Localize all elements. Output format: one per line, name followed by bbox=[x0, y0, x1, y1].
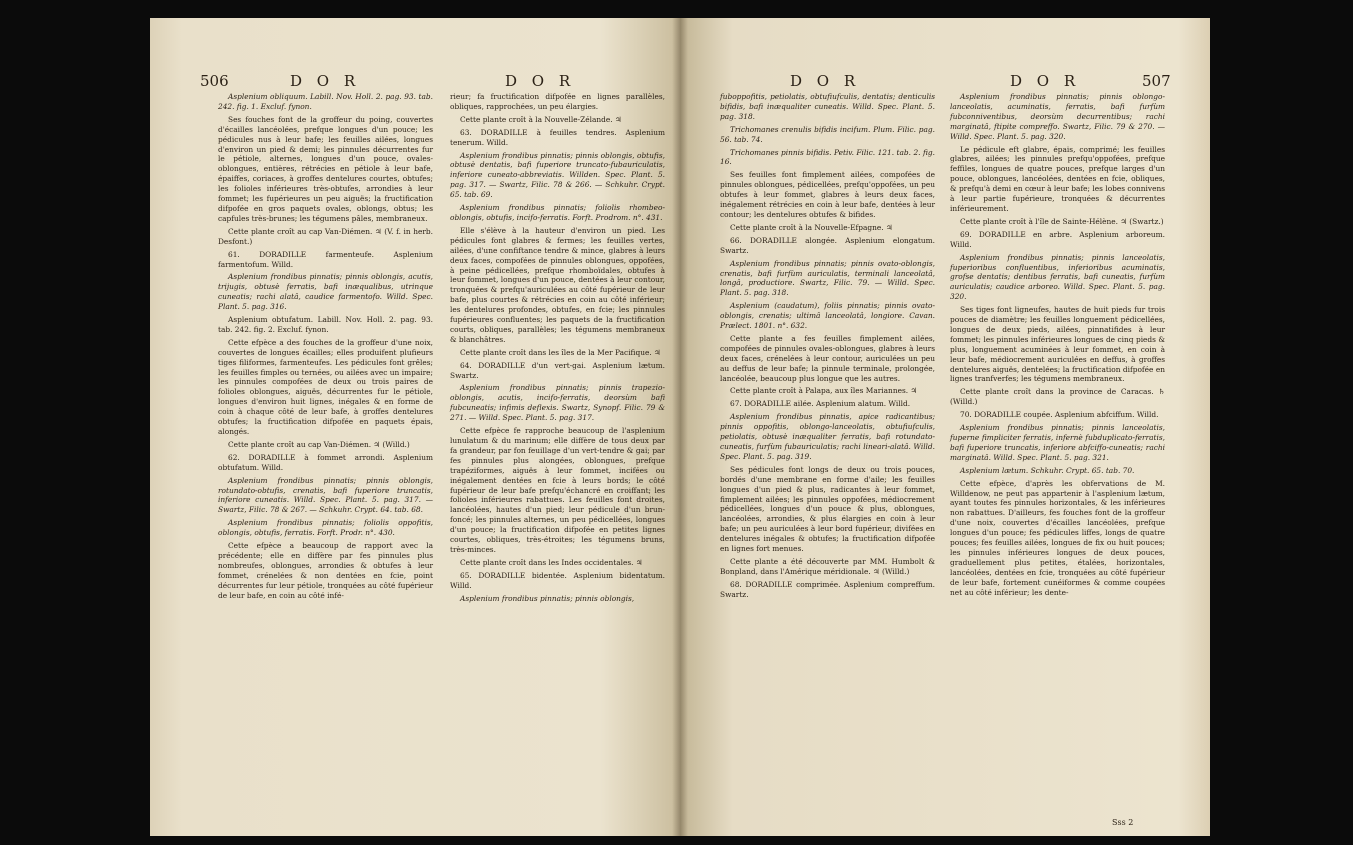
signature-mark: Sss 2 bbox=[1112, 818, 1134, 827]
paragraph: Cette plante croît à la Nouvelle-Zélande. ♃ bbox=[460, 114, 622, 124]
paragraph: Asplenium frondibus pinnatis, apice radicantibus; pinnis oppofitis, oblongo-lanceolatis, obtufiufculis, petiolatis, obtusè inæqualiter ferratis, bafi rotundato-cuneatis, furfùm fubauriculatis; rachi lineari-alatâ. Willd. Spec. Plant. 5. pag. 319. bbox=[720, 412, 935, 461]
paragraph: Asplenium frondibus pinnatis; pinnis oblongis, obtufis, obtusè dentatis, bafi fuperiore truncato-fubauriculatis, inferiore cuneato-abbreviatis. Willden. Spec. Plant. 5. pag. 317. — Swartz, Filic. 78 & 266. — Schkuhr. Crypt. 65. tab. 69. bbox=[450, 150, 665, 200]
paragraph: Cette plante a été découverte par MM. Humbolt & Bonpland, dans l'Amérique méridionale. ♃ (Willd.) bbox=[720, 556, 935, 576]
paragraph: Cette efpèce, d'après les obfervations de M. Willdenow, ne peut pas appartenir à l'asplenium lætum, ayant toutes fes pinnules horizontales, & les inférieures non rabattues. D'ailleurs, fes fouches font de la groffeur d'une noix, couvertes d'écailles lancéolées, prefque longues d'un pouce; fes pédicules liffes, longs de quatre pouces; fes feuilles ailées, longues de fix ou huit pouces; les pinnules inférieures longues de deux pouces, graduellement plus petites, étalées, horizontales, lancéolées, dentées en fcie, tronquées au côté fupérieur de leur bafe, fortement cunéiformes & comme coupées net au côté inférieur; les dente- bbox=[950, 478, 1165, 597]
paragraph: 70. DORADILLE coupée. Asplenium abfciffum. Willd. bbox=[960, 410, 1159, 420]
paragraph: Cette plante croît dans les îles de la Mer Pacifique. ♃ bbox=[460, 347, 661, 357]
paragraph: 69. DORADILLE en arbre. Asplenium arboreum. Willd. bbox=[950, 229, 1165, 249]
paragraph: fuboppofitis, petiolatis, obtufiufculis, dentatis; denticulis bifidis, bafi inæqualiter cuneatis. Willd. Spec. Plant. 5. pag. 318. bbox=[720, 92, 935, 121]
paragraph: Cette efpèce a beaucoup de rapport avec la précédente; elle en diffère par fes pinnules plus nombreufes, oblongues, arrondies & obtufes à leur fommet, crénelées & non dentées en fcie, point décurrentes fur leur pétiole, tronquées au côté fupérieur de leur bafe, en coin au côté infé- bbox=[218, 541, 433, 600]
paragraph: Cette plante croît dans les Indes occidentales. ♃ bbox=[460, 557, 643, 567]
paragraph: Ses fouches font de la groffeur du poing, couvertes d'écailles lancéolées, prefque longues d'un pouce; les pédicules nus à leur bafe; les feuilles ailées, longues d'environ un pied & demi; les pinnules décurrentes fur le pétiole, alternes, longues d'un pouce, ovales-oblongues, entières, rétrécies en pétiole à leur bafe, épaiffes, coriaces, à groffes dentelures courtes, obtufes; les folioles inférieures très-obtufes, arrondies à leur fommet; les fupérieures un peu aiguës; la fructification difpofée en gros paquets ovales, oblongs, obtus; les capfules très-brunes; les tégumens pâles, membraneux. bbox=[218, 114, 433, 223]
right-column-1 bbox=[720, 92, 935, 603]
right-column-2 bbox=[950, 92, 1165, 601]
paragraph: Asplenium frondibus pinnatis; pinnis trapezio-oblongis, acutis, incifo-ferratis, deorsùm bafi fubcuneatis; infimis deflexis. Swartz, Synopf. Filic. 79 & 271. — Willd. Spec. Plant. 5. pag. 317. bbox=[450, 383, 665, 423]
paragraph: Cette plante croît dans la province de Caracas. ♄ (Willd.) bbox=[950, 387, 1165, 407]
left-running-head-1: D O R bbox=[290, 72, 361, 90]
paragraph: Cette plante croît à la Nouvelle-Efpagne. ♃ bbox=[730, 222, 893, 232]
paragraph: Cette plante croît au cap Van-Diémen. ♃ (Willd.) bbox=[228, 439, 410, 449]
book-spread bbox=[150, 18, 1210, 836]
paragraph: Cette plante croît à l'île de Sainte-Hélène. ♃ (Swartz.) bbox=[960, 216, 1164, 226]
paragraph: Cette efpèce a des fouches de la groffeur d'une noix, couvertes de longues écailles; elles produifent plufieurs tiges filiformes, farmenteufes. Les pédicules font grêles; les feuilles fimples ou ternées, ou ailées avec un impaire; les pinnules compofées de deux ou trois paires de folioles oblongues, aiguës, décurrentes fur le pétiole, longues d'environ huit lignes, inégales & en forme de coin à chaque côté de leur bafe, à groffes dentelures obtufes; la fructification difpofée en paquets épais, alongés. bbox=[218, 337, 433, 436]
book-gutter bbox=[672, 18, 688, 836]
left-page-number: 506 bbox=[200, 72, 229, 90]
paragraph: Cette plante croît au cap Van-Diémen. ♃ (V. f. in herb. Desfont.) bbox=[218, 226, 433, 246]
paragraph: Ses pédicules font longs de deux ou trois pouces, bordés d'une membrane en forme d'aile; les feuilles longues d'un pied & plus, radicantes à leur fommet, fimplement ailées; les pinnules oppofées, médiocrement pédicellées, longues d'un pouce & plus, oblongues, lancéolées, arrondies, & plus élargies en coin à leur bafe; un peu auriculées à leur bord fupérieur, divifées en dentelures inégales & obtufes; la fructification difpofée en lignes fort menues. bbox=[720, 464, 935, 554]
paragraph: 66. DORADILLE alongée. Asplenium elongatum. Swartz. bbox=[720, 235, 935, 255]
right-page-number: 507 bbox=[1142, 72, 1171, 90]
paragraph: 63. DORADILLE à feuilles tendres. Asplenium tenerum. Willd. bbox=[450, 127, 665, 147]
paragraph: Asplenium frondibus pinnatis; pinnis lanceolatis, fuperne fimpliciter ferratis, infernè fubduplicato-ferratis, bafi fuperiore truncatis, inferiore abfciffo-cuneatis; rachi marginatâ. Willd. Spec. Plant. 5. pag. 321. bbox=[950, 423, 1165, 462]
left-page bbox=[150, 18, 680, 836]
paragraph: Asplenium frondibus pinnatis; foliolis oppofitis, oblongis, obtufis, ferratis. Forft. Prodr. n°. 430. bbox=[218, 518, 433, 538]
right-running-head-2: D O R bbox=[1010, 72, 1081, 90]
left-column-2 bbox=[450, 92, 665, 607]
paragraph: Asplenium frondibus pinnatis; pinnis oblongo-lanceolatis, acuminatis, ferratis, bafi furfùm fubconniventibus, deorsùm decurrentibus; rachi marginatâ, ftipite compreffo. Swartz, Filic. 79 & 270. — Willd. Spec. Plant. 5. pag. 320. bbox=[950, 92, 1165, 141]
left-running-head-2: D O R bbox=[505, 72, 576, 90]
paragraph: Le pédicule eft glabre, épais, comprimé; les feuilles glabres, ailées; les pinnules prefqu'oppofées, prefque feffiles, longues de quatre pouces, prefque larges d'un pouce, oblongues, lancéolées, dentées en fcie, obliques, & prefqu'à demi en cœur à leur bafe; les lobes connivens à leur partie fupérieure, tronquées & décurrentes inférieurement. bbox=[950, 144, 1165, 213]
paragraph: 67. DORADILLE ailée. Asplenium alatum. Willd. bbox=[730, 399, 911, 409]
paragraph: 65. DORADILLE bidentée. Asplenium bidentatum. Willd. bbox=[450, 570, 665, 590]
right-running-head-1: D O R bbox=[790, 72, 861, 90]
paragraph: Asplenium frondibus pinnatis; pinnis oblongis, rotundato-obtufis, crenatis, bafi fuperiore truncatis, inferiore cuneatis. Willd. Spec. Plant. 5. pag. 317. — Swartz, Filic. 78 & 267. — Schkuhr. Crypt. 64. tab. 68. bbox=[218, 475, 433, 515]
paragraph: 61. DORADILLE farmenteufe. Asplenium farmentofum. Willd. bbox=[218, 249, 433, 269]
paragraph: 64. DORADILLE d'un vert-gai. Asplenium lætum. Swartz. bbox=[450, 360, 665, 380]
paragraph: Asplenium lætum. Schkuhr. Crypt. 65. tab. 70. bbox=[960, 465, 1135, 475]
paragraph: 62. DORADILLE à fommet arrondi. Asplenium obtufatum. Willd. bbox=[218, 452, 433, 472]
paragraph: rieur; fa fructification difpofée en lignes parallèles, obliques, rapprochées, un peu élargies. bbox=[450, 92, 665, 111]
paragraph: Asplenium frondibus pinnatis; pinnis ovato-oblongis, crenatis, bafi furfùm auriculatis, terminali lanceolatâ, longâ, productiore. Swartz, Filic. 79. — Willd. Spec. Plant. 5. pag. 318. bbox=[720, 258, 935, 298]
paragraph: Ses tiges font ligneufes, hautes de huit pieds fur trois pouces de diamètre; les feuilles longuement pédicellées, longues de deux pieds, ailées, pinnatifides à leur fommet; les pinnules inférieures longues de cinq pieds & plus, longuement acuminées à leur fommet, en coin à leur bafe, médiocrement auriculées en deffus, à groffes dentelures aiguës, dentelées; la fructification difpofée en lignes tranfverfes; les tégumens membraneux. bbox=[950, 305, 1165, 384]
paragraph: Cette efpèce fe rapproche beaucoup de l'asplenium lunulatum & du marinum; elle diffère de tous deux par fa grandeur, par fon feuillage d'un vert-tendre & gai; par fes pinnules plus alongées, oblongues, prefque trapéziformes, aiguës à leur fommet, incifées ou inégalement dentées en fcie à leurs bords; le côté fupérieur de leur bafe prefqu'échancré en croiffant; les folioles inférieures rabattues. Les feuilles font droites, lancéolées, hautes d'un pied; leur pédicule d'un brun-foncé; les pinnules alternes, un peu pédicellées, longues d'un pouce; la fructification difpofée en petites lignes courtes, obliques, très-étroites; les tégumens bruns, très-minces. bbox=[450, 426, 665, 554]
paragraph: Cette plante a fes feuilles fimplement ailées, compofées de pinnules ovales-oblongues, glabres à leurs deux faces, crénelées à leur contour, auriculées un peu au deffus de leur bafe; la pinnule terminale, prolongée, lancéolée, beaucoup plus longue que les autres. bbox=[720, 333, 935, 383]
paragraph: Cette plante croît à Palapa, aux îles Mariannes. ♃ bbox=[730, 386, 918, 396]
paragraph: Asplenium frondibus pinnatis; pinnis oblongis, bbox=[460, 593, 635, 603]
paragraph: Elle s'élève à la hauteur d'environ un pied. Les pédicules font glabres & fermes; les feuilles vertes, ailées, d'une confiftance tendre & mince, glabres à leurs deux faces, compofées de pinnules oblongues, oppofées, à peine pédicellées, prefque rhomboïdales, obtufes à leur fommet, longues d'un pouce, dentées à leur contour, tronquées & prefqu'auriculées au côté fupérieur de leur bafe, plus courtes & rétrécies en coin au côté inférieur; les dentelures profondes, obtufes, en fcie; les pinnules fupérieures confluentes; les paquets de la fructification courts, obliques, parallèles; les tégumens membraneux & blanchâtres. bbox=[450, 225, 665, 344]
paragraph: Asplenium frondibus pinnatis; foliolis rhombeo-oblongis, obtufis, incifo-ferratis. Forft. Prodrom. n°. 431. bbox=[450, 203, 665, 222]
paragraph: Asplenium (caudatum), foliis pinnatis; pinnis ovato-oblongis, crenatis; ultimâ lanceolatâ, longiore. Cavan. Prælect. 1801. n°. 632. bbox=[720, 301, 935, 331]
paragraph: Trichomanes crenulis bifidis incifum. Plum. Filic. pag. 56. tab. 74. bbox=[720, 124, 935, 144]
paragraph: Asplenium obliquum. Labill. Nov. Holl. 2. pag. 93. tab. 242. fig. 1. Excluf. fynon. bbox=[218, 92, 433, 111]
paragraph: Asplenium obtufatum. Labill. Nov. Holl. 2. pag. 93. tab. 242. fig. 2. Excluf. fynon. bbox=[218, 315, 433, 334]
right-page bbox=[680, 18, 1210, 836]
paragraph: Asplenium frondibus pinnatis; pinnis lanceolatis, fuperioribus confluentibus, inferioribus acuminatis, grofse dentatis; dentibus ferratis, bafi cuneatis, furfùm auriculatis; caudice arboreo. Willd. Spec. Plant. 5. pag. 320. bbox=[950, 252, 1165, 302]
paragraph: 68. DORADILLE comprimée. Asplenium compreffum. Swartz. bbox=[720, 579, 935, 599]
left-column-1 bbox=[218, 92, 433, 604]
paragraph: Asplenium frondibus pinnatis; pinnis oblongis, acutis, trijugis, obtusè ferratis, bafi inæqualibus, utrinque cuneatis; rachi alatâ, caudice farmentofo. Willd. Spec. Plant. 5. pag. 316. bbox=[218, 272, 433, 312]
paragraph: Trichomanes pinnis bifidis. Petiv. Filic. 121. tab. 2. fig. 16. bbox=[720, 147, 935, 167]
paragraph: Ses feuilles font fimplement ailées, compofées de pinnules oblongues, pédicellées, prefqu'oppofées, un peu obtufes à leur fommet, glabres à leurs deux faces, inégalement rétrécies en coin à leur bafe, dentées à leur contour; les dentelures obtufes & bifides. bbox=[720, 170, 936, 219]
